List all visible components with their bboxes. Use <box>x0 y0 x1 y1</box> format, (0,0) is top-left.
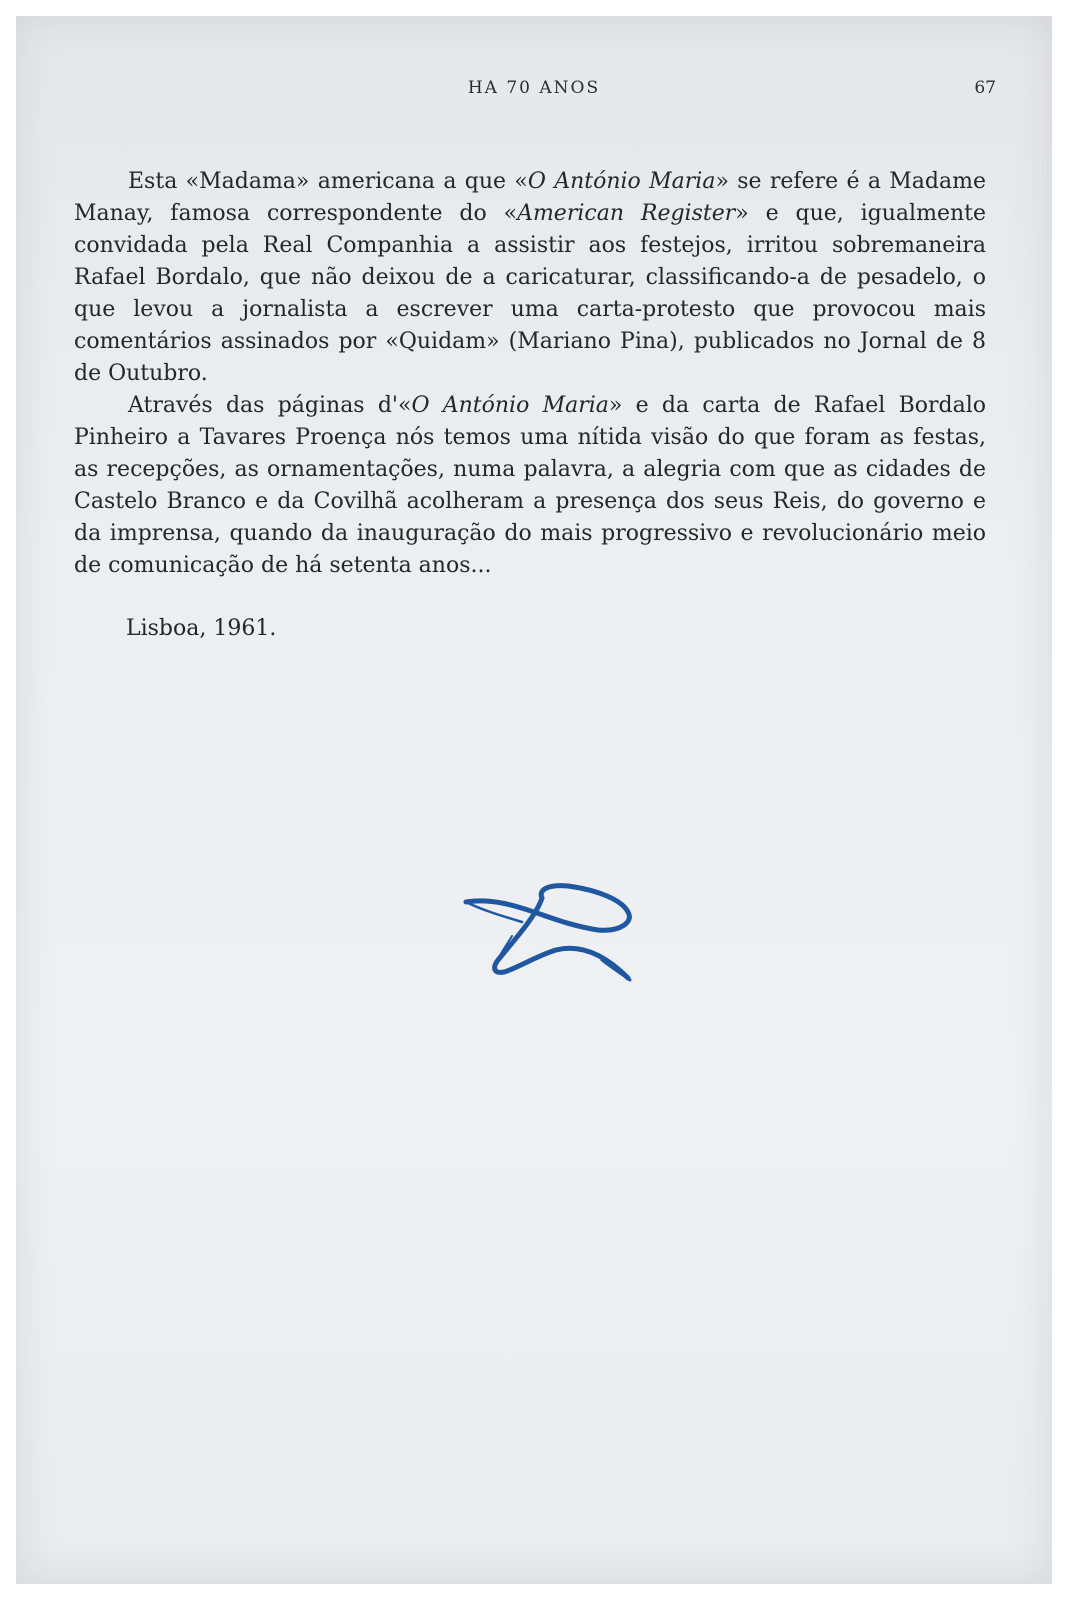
paragraph-1-segment: » se refere é a Madame Manay, famosa correspondente do « <box>74 169 986 226</box>
paragraph-2 <box>74 390 986 582</box>
paragraph-2-segment: » e da carta de Rafael Bordalo Pinheiro a Tavares Proença nós temos uma nítida visão do que foram as festas, as recepções, as ornamentações, numa palavra, a alegria com que as cidades de Castelo Branco e da Covilhã acolheram a presença dos seus Reis, do governo e da imprensa, quando da inauguração do mais progressivo e revolucionário meio de comunicação de há setenta anos... <box>74 393 986 578</box>
paragraph-1-segment: » e que, igualmente convidada pela Real Companhia a assistir aos festejos, irritou sobremaneira Rafael Bordalo, que não deixou de a caricaturar, classificando-a de pesadelo, o que levou a jornalista a escrever uma carta-protesto que provocou mais comentários assinados por «Quidam» (Mariano Pina), publicados no Jornal de 8 de Outubro. <box>74 201 986 386</box>
paragraph-1-segment-italic: American Register <box>517 201 736 226</box>
page-number: 67 <box>974 78 996 98</box>
paragraph-1-segment-italic: O António Maria <box>527 169 716 194</box>
running-head <box>16 78 1052 108</box>
place-date: Lisboa, 1961. <box>126 616 277 641</box>
calligraphic-flourish-icon <box>452 876 642 996</box>
paragraph-2-segment-italic: O António Maria <box>411 393 609 418</box>
body-text <box>74 166 986 582</box>
page-sheet <box>16 16 1052 1584</box>
paragraph-1-segment: Esta «Madama» americana a que « <box>128 169 528 194</box>
paragraph-1 <box>74 166 986 390</box>
paragraph-2-segment: Através das páginas d'« <box>128 393 412 418</box>
running-head-title: HA 70 ANOS <box>467 78 601 98</box>
